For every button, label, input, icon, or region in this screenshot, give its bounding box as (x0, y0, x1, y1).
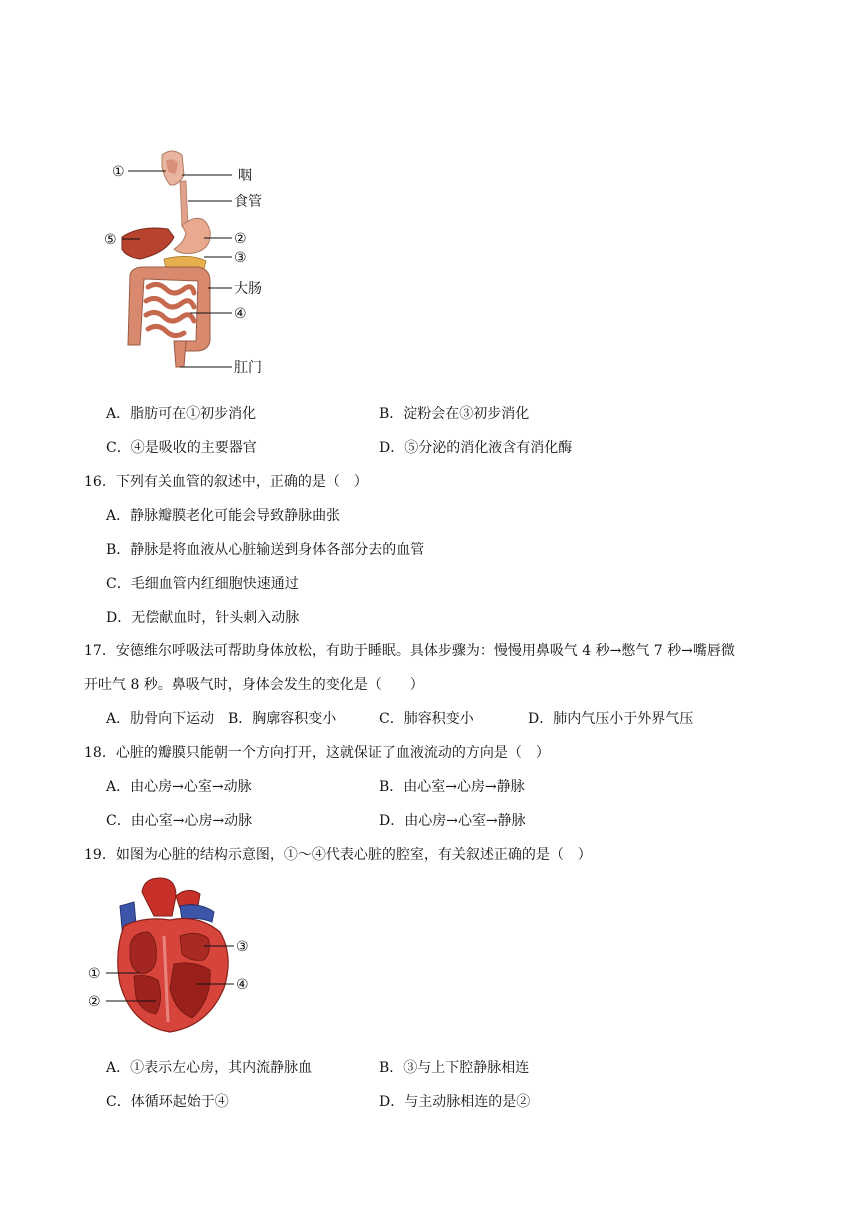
fig1-label-anus: 肛门 (234, 360, 262, 376)
q18-option-c: C．由心室→心房→动脉 (106, 813, 253, 829)
q16-option-d: D．无偿献血时，针头刺入动脉 (106, 610, 300, 626)
q19-option-b: B．③与上下腔静脉相连 (379, 1060, 530, 1076)
q19-option-d: D．与主动脉相连的是② (379, 1094, 531, 1110)
q18-option-a: A．由心房→心室→动脉 (106, 779, 252, 795)
fig1-label-4: ④ (234, 306, 247, 322)
q17-stem-line2: 开吐气 8 秒。鼻吸气时，身体会发生的变化是（ ） (84, 677, 424, 693)
q15-option-d: D．⑤分泌的消化液含有消化酶 (379, 440, 573, 456)
q16-option-a: A．静脉瓣膜老化可能会导致静脉曲张 (106, 508, 341, 524)
heart-structure-figure (84, 876, 264, 1036)
fig1-label-3: ③ (234, 250, 247, 266)
q18-option-d: D．由心房→心室→静脉 (379, 813, 526, 829)
fig2-label-3: ③ (236, 939, 249, 955)
q18-stem: 18．心脏的瓣膜只能朝一个方向打开，这就保证了血液流动的方向是（ ） (84, 745, 550, 761)
q17-option-d: D．肺内气压小于外界气压 (528, 711, 694, 727)
fig1-label-1: ① (112, 164, 125, 180)
fig1-label-esophagus: 食管 (234, 194, 262, 210)
fig2-label-2: ② (88, 994, 101, 1010)
fig1-label-large-intestine: 大肠 (234, 281, 262, 297)
q15-option-a: A．脂肪可在①初步消化 (106, 406, 257, 422)
q17-option-c: C．肺容积变小 (379, 711, 474, 727)
q19-option-c: C．体循环起始于④ (106, 1094, 229, 1110)
q18-option-b: B．由心室→心房→静脉 (379, 779, 525, 795)
q15-option-c: C．④是吸收的主要器官 (106, 440, 257, 456)
fig2-label-1: ① (88, 966, 101, 982)
q15-option-b: B．淀粉会在③初步消化 (379, 406, 530, 422)
q19-stem: 19．如图为心脏的结构示意图，①～④代表心脏的腔室，有关叙述正确的是（ ） (84, 847, 592, 863)
q16-stem: 16．下列有关血管的叙述中，正确的是（ ） (84, 474, 368, 490)
fig2-label-4: ④ (236, 977, 249, 993)
q17-option-a: A．肋骨向下运动 (106, 711, 215, 727)
digestive-system-figure (100, 145, 290, 380)
q16-option-b: B．静脉是将血液从心脏输送到身体各部分去的血管 (106, 542, 425, 558)
q17-stem-line1: 17．安德维尔呼吸法可帮助身体放松，有助于睡眠。具体步骤为：慢慢用鼻吸气 4 秒→憋气 7 秒→嘴唇微 (84, 643, 735, 659)
q16-option-c: C．毛细血管内红细胞快速通过 (106, 576, 299, 592)
q19-option-a: A．①表示左心房，其内流静脉血 (106, 1060, 313, 1076)
q17-option-b: B．胸廓容积变小 (228, 711, 337, 727)
fig1-label-5: ⑤ (104, 232, 117, 248)
fig1-label-2: ② (234, 231, 247, 247)
fig1-label-pharynx: 咽 (238, 168, 252, 184)
